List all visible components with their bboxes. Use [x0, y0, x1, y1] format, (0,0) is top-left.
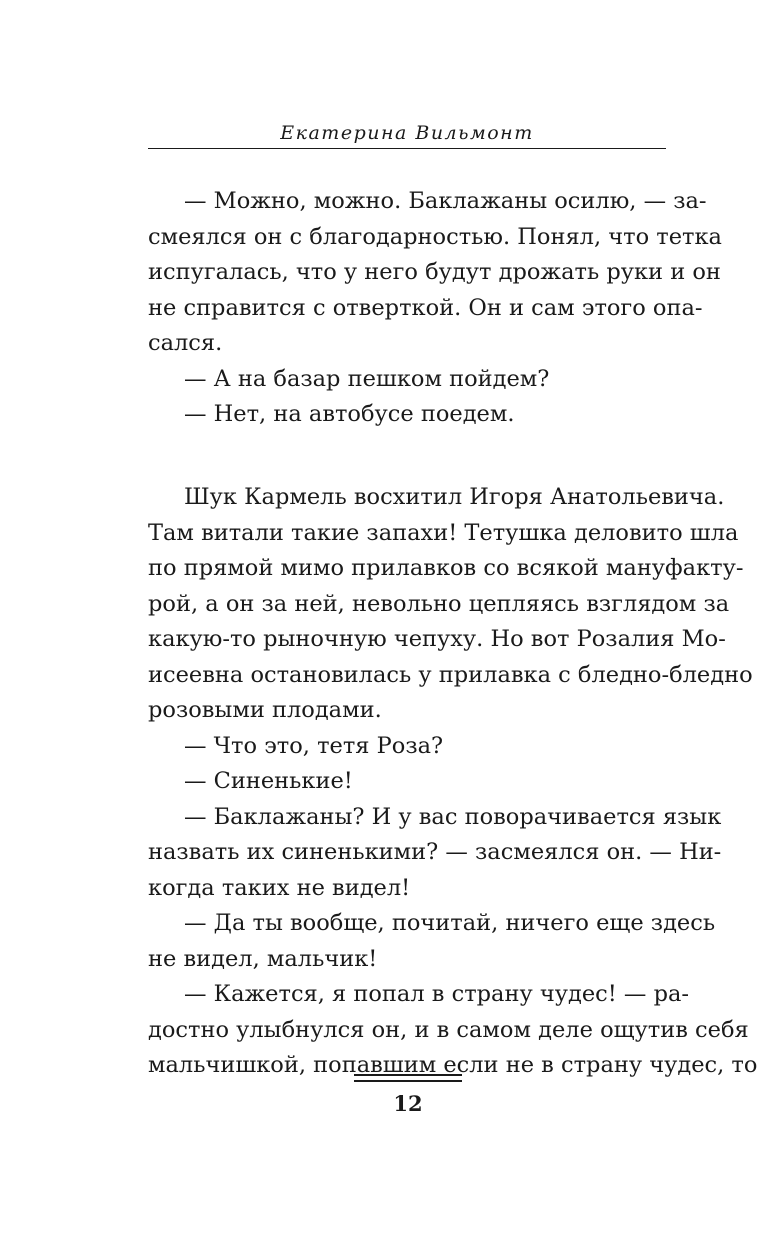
text-line: исеевна остановилась у прилавка с бледно-бледно: [148, 661, 753, 688]
text-line: смеялся он с благодарностью. Понял, что тетка: [148, 223, 722, 250]
text-block-market-scene: [148, 480, 758, 1084]
text-line: мальчишкой, попавшим если не в страну чудес, то: [148, 1052, 758, 1078]
text-line: по прямой мимо прилавков со всякой мануфакту-: [148, 555, 744, 581]
text-line: Шук Кармель восхитил Игоря Анатольевича.: [184, 484, 725, 510]
text-line: — Да ты вообще, почитай, ничего еще здесь: [184, 910, 716, 936]
text-line: не видел, мальчик!: [148, 945, 378, 972]
text-line: — Что это, тетя Роза?: [184, 732, 444, 759]
text-line: Там витали такие запахи! Тетушка деловито шла: [148, 519, 739, 546]
text-line: — Кажется, я попал в страну чудес! — ра-: [184, 981, 690, 1007]
text-line: розовыми плодами.: [148, 697, 382, 723]
text-line: испугалась, что у него будут дрожать руки и он: [148, 259, 721, 285]
running-head-author: Екатерина Вильмонт: [280, 122, 534, 144]
text-line: когда таких не видел!: [148, 874, 411, 901]
text-line: — Нет, на автобусе поедем.: [184, 401, 515, 427]
header-divider: [148, 148, 666, 149]
text-line: назвать их синенькими? — засмеялся он. — Ни-: [148, 839, 722, 865]
text-line: — Баклажаны? И у вас поворачивается язык: [184, 803, 722, 830]
text-line: — Можно, можно. Баклажаны осилю, — за-: [184, 188, 707, 214]
text-line: сался.: [148, 330, 223, 356]
text-line: — А на базар пешком пойдем?: [184, 365, 550, 392]
footer-rule-top: [354, 1074, 462, 1076]
text-block-dialogue-1: [148, 184, 722, 433]
text-line: — Синенькие!: [184, 768, 353, 794]
text-line: какую-то рыночную чепуху. Но вот Розалия Мо-: [148, 626, 726, 652]
footer-rule-bottom: [354, 1080, 462, 1082]
page-number: 12: [393, 1091, 423, 1116]
text-line: рой, а он за ней, невольно цепляясь взглядом за: [148, 590, 730, 617]
text-line: не справится с отверткой. Он и сам этого опа-: [148, 294, 703, 321]
text-line: достно улыбнулся он, и в самом деле ощутив себя: [148, 1016, 749, 1043]
